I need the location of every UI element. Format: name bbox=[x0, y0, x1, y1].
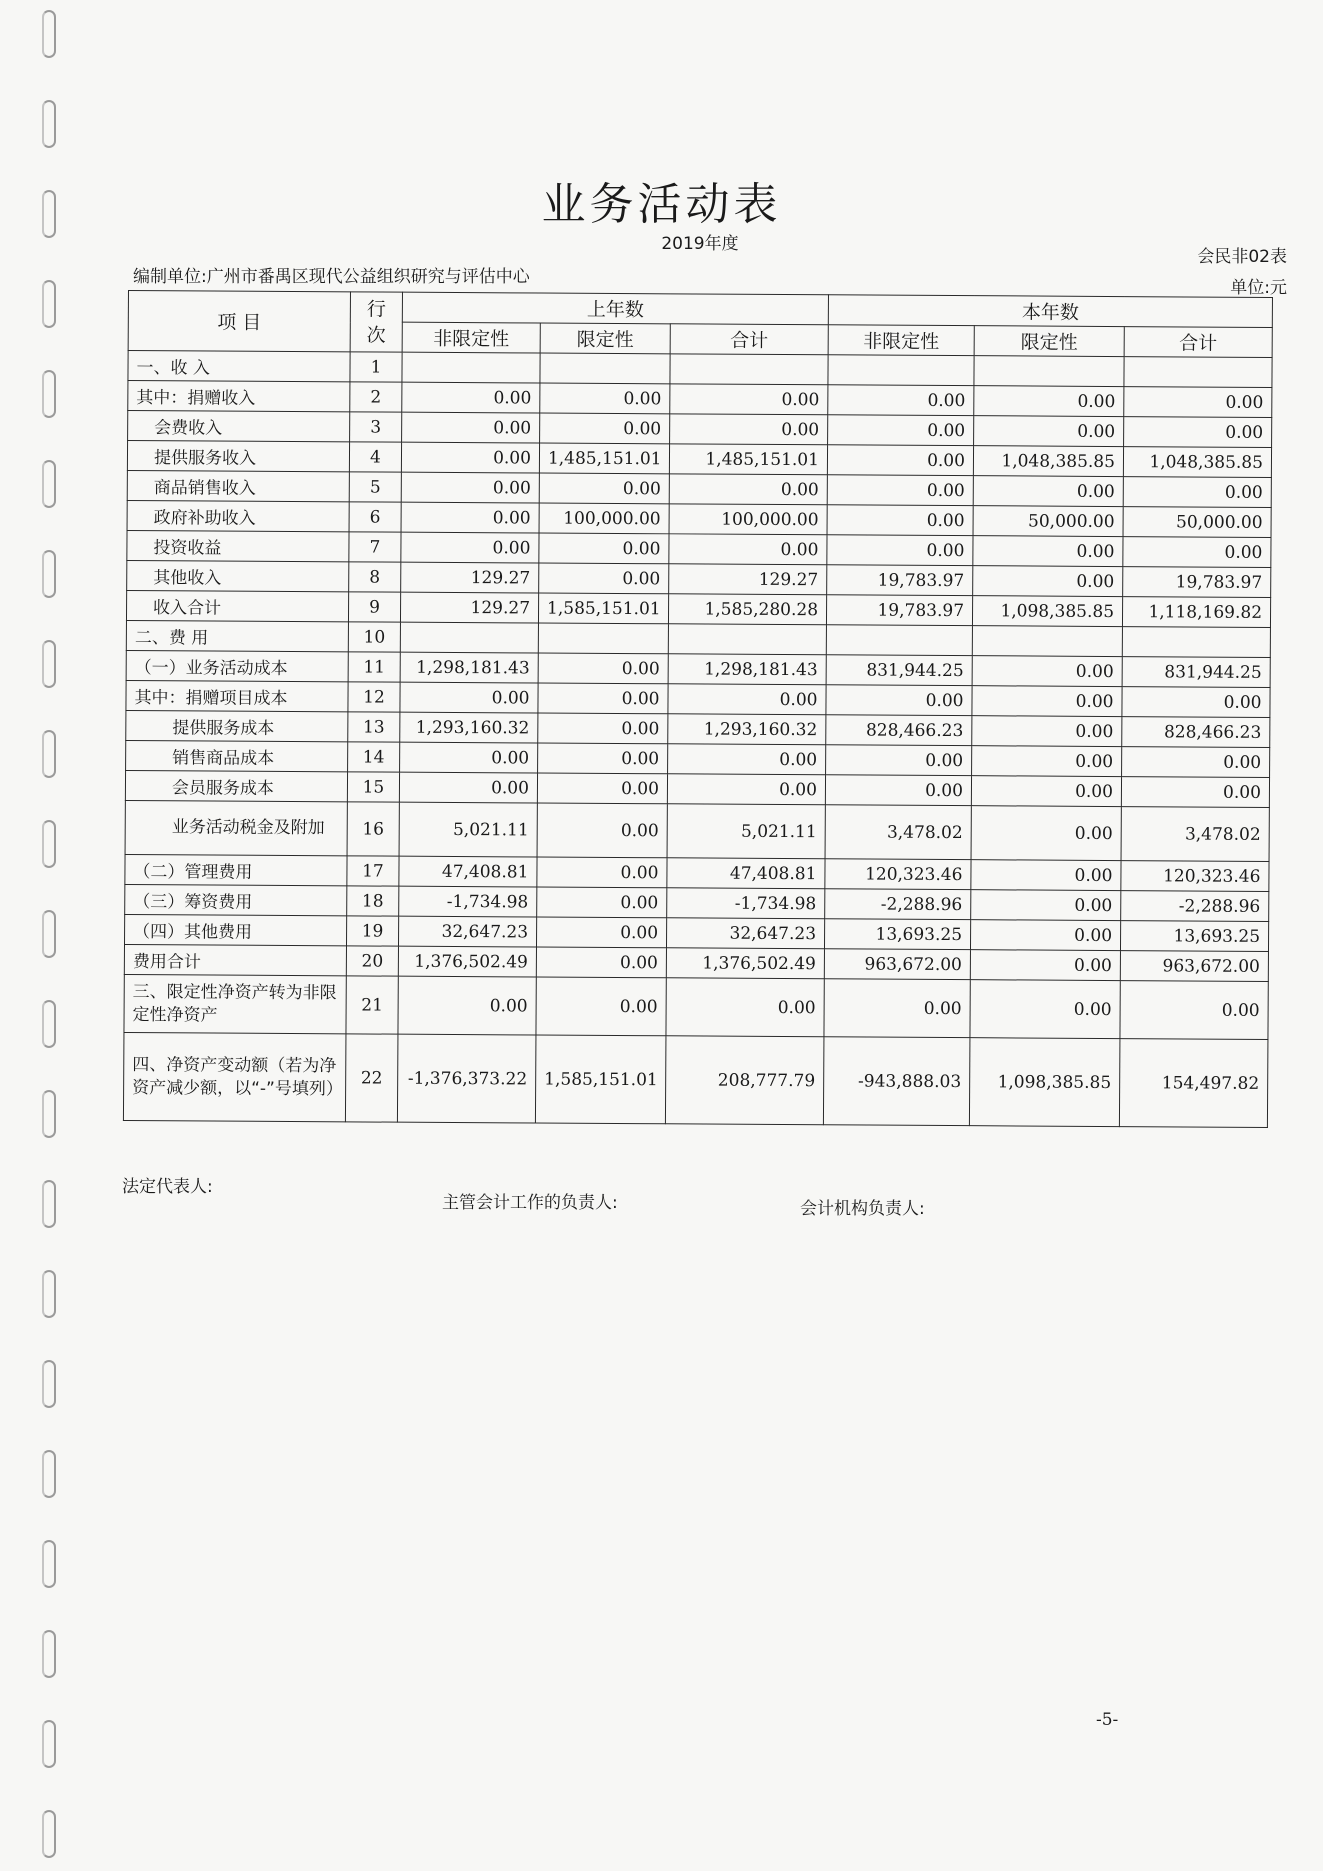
row-line-number: 10 bbox=[348, 622, 400, 652]
cell-c-res: 1,098,385.85 bbox=[969, 1038, 1120, 1127]
cell-p-total: 100,000.00 bbox=[669, 504, 827, 535]
cell-p-total: 0.00 bbox=[666, 978, 824, 1037]
header-item: 项 目 bbox=[128, 291, 350, 352]
row-label: （四）其他费用 bbox=[125, 914, 347, 945]
row-label: 会费收入 bbox=[128, 411, 350, 442]
cell-c-total: 3,478.02 bbox=[1121, 807, 1269, 862]
cell-p-res: 0.00 bbox=[540, 383, 670, 414]
cell-c-total: 0.00 bbox=[1123, 537, 1271, 568]
cell-p-total: 129.27 bbox=[669, 564, 827, 595]
binding-hole bbox=[42, 1090, 56, 1138]
row-label: 提供服务成本 bbox=[126, 710, 348, 741]
cell-p-unres: 32,647.23 bbox=[398, 916, 536, 947]
cell-p-unres: 1,293,160.32 bbox=[400, 712, 538, 743]
cell-p-unres: 0.00 bbox=[400, 682, 538, 713]
cell-c-res bbox=[972, 626, 1122, 657]
row-line-number: 13 bbox=[348, 712, 400, 742]
cell-c-total: 963,672.00 bbox=[1120, 951, 1268, 982]
cell-p-total: 0.00 bbox=[670, 384, 828, 415]
cell-c-res: 0.00 bbox=[971, 860, 1121, 891]
cell-p-res: 0.00 bbox=[536, 947, 666, 978]
header-curr-unrestricted: 非限定性 bbox=[828, 325, 974, 356]
cell-c-total: 0.00 bbox=[1120, 981, 1268, 1040]
cell-c-res: 0.00 bbox=[970, 920, 1120, 951]
binding-hole bbox=[42, 1000, 56, 1048]
binding-hole bbox=[42, 1270, 56, 1318]
cell-p-total: 0.00 bbox=[669, 534, 827, 565]
cell-c-unres: 120,323.46 bbox=[825, 859, 971, 890]
cell-p-unres: 129.27 bbox=[400, 592, 538, 623]
cell-c-unres: 963,672.00 bbox=[824, 949, 970, 980]
cell-c-unres bbox=[826, 625, 972, 656]
cell-p-res: 1,585,151.01 bbox=[538, 593, 668, 624]
accounting-head-label: 主管会计工作的负责人: bbox=[442, 1193, 618, 1213]
cell-p-unres: 129.27 bbox=[401, 562, 539, 593]
cell-p-res: 0.00 bbox=[539, 533, 669, 564]
row-label: （一）业务活动成本 bbox=[126, 650, 348, 681]
cell-c-res: 0.00 bbox=[974, 416, 1124, 447]
row-line-number: 20 bbox=[346, 946, 398, 976]
header-line-no: 行次 bbox=[350, 292, 402, 352]
cell-p-unres bbox=[402, 352, 540, 383]
cell-c-res: 50,000.00 bbox=[973, 506, 1123, 537]
cell-c-total: 0.00 bbox=[1124, 417, 1272, 448]
cell-c-unres: 0.00 bbox=[824, 979, 970, 1038]
binding-hole bbox=[42, 730, 56, 778]
row-line-number: 21 bbox=[346, 976, 398, 1034]
cell-p-unres: 0.00 bbox=[401, 502, 539, 533]
cell-p-unres: 0.00 bbox=[402, 412, 540, 443]
row-line-number: 7 bbox=[349, 532, 401, 562]
cell-c-res: 0.00 bbox=[972, 686, 1122, 717]
cell-p-res: 0.00 bbox=[538, 743, 668, 774]
cell-c-total: 154,497.82 bbox=[1119, 1039, 1268, 1128]
cell-p-total: 1,293,160.32 bbox=[668, 714, 826, 745]
cell-p-total: 0.00 bbox=[668, 684, 826, 715]
cell-p-res: 0.00 bbox=[538, 653, 668, 684]
cell-p-total: 1,376,502.49 bbox=[666, 948, 824, 979]
cell-p-res: 0.00 bbox=[536, 917, 666, 948]
cell-c-total: 120,323.46 bbox=[1121, 861, 1269, 892]
cell-c-res: 0.00 bbox=[971, 890, 1121, 921]
row-label: 收入合计 bbox=[126, 590, 348, 621]
report-title: 业务活动表 bbox=[541, 179, 782, 230]
cell-p-total: 0.00 bbox=[667, 774, 825, 805]
cell-c-unres: 828,466.23 bbox=[826, 715, 972, 746]
header-curr-restricted: 限定性 bbox=[974, 326, 1124, 357]
cell-p-res: 0.00 bbox=[537, 887, 667, 918]
cell-p-res: 0.00 bbox=[538, 713, 668, 744]
report-year: 2019年度 bbox=[661, 234, 739, 254]
cell-c-unres: 3,478.02 bbox=[825, 805, 971, 860]
legal-representative-label: 法定代表人: bbox=[122, 1177, 213, 1197]
row-label: 其中：捐赠收入 bbox=[128, 381, 350, 412]
row-label: 四、净资产变动额（若为净资产减少额，以“-”号填列） bbox=[123, 1032, 346, 1121]
cell-c-unres: 0.00 bbox=[827, 445, 973, 476]
binding-hole bbox=[42, 1360, 56, 1408]
row-label: 提供服务收入 bbox=[127, 441, 349, 472]
header-prev-restricted: 限定性 bbox=[540, 323, 670, 354]
cell-p-total: 0.00 bbox=[669, 474, 827, 505]
cell-p-res: 100,000.00 bbox=[539, 503, 669, 534]
row-label: （三）筹资费用 bbox=[125, 884, 347, 915]
cell-p-res bbox=[538, 623, 668, 654]
cell-p-res: 0.00 bbox=[537, 773, 667, 804]
cell-p-unres: 0.00 bbox=[401, 472, 539, 503]
cell-c-total: 19,783.97 bbox=[1123, 567, 1271, 598]
cell-c-unres: -943,888.03 bbox=[823, 1037, 970, 1126]
binding-hole bbox=[42, 910, 56, 958]
cell-p-unres: 5,021.11 bbox=[399, 802, 537, 857]
cell-c-total: 828,466.23 bbox=[1122, 717, 1270, 748]
row-line-number: 9 bbox=[348, 592, 400, 622]
row-line-number: 6 bbox=[349, 502, 401, 532]
row-label: 政府补助收入 bbox=[127, 500, 349, 531]
cell-c-unres: 0.00 bbox=[826, 685, 972, 716]
cell-p-total: 1,298,181.43 bbox=[668, 654, 826, 685]
row-line-number: 14 bbox=[348, 742, 400, 772]
cell-c-total: 0.00 bbox=[1124, 387, 1272, 418]
cell-p-res: 0.00 bbox=[539, 563, 669, 594]
binding-hole bbox=[42, 1540, 56, 1588]
cell-c-res: 0.00 bbox=[973, 536, 1123, 567]
header-prev-total: 合计 bbox=[670, 324, 828, 355]
cell-c-unres: 0.00 bbox=[825, 775, 971, 806]
row-label: 投资收益 bbox=[127, 530, 349, 561]
activity-statement-table bbox=[123, 290, 1273, 1128]
row-line-number: 3 bbox=[350, 412, 402, 442]
row-label: 其他收入 bbox=[127, 560, 349, 591]
binding-hole bbox=[42, 100, 56, 148]
cell-p-res: 0.00 bbox=[538, 683, 668, 714]
cell-p-res bbox=[540, 353, 670, 384]
cell-c-res: 0.00 bbox=[971, 776, 1121, 807]
cell-c-unres: 19,783.97 bbox=[827, 565, 973, 596]
form-code: 会民非02表 bbox=[1197, 247, 1287, 267]
cell-p-total bbox=[668, 624, 826, 655]
cell-c-unres: 0.00 bbox=[827, 475, 973, 506]
table-row bbox=[124, 974, 1268, 1039]
row-line-number: 1 bbox=[350, 352, 402, 382]
binding-hole bbox=[42, 550, 56, 598]
row-label: 二、费 用 bbox=[126, 620, 348, 651]
cell-c-res: 1,048,385.85 bbox=[973, 446, 1123, 477]
row-line-number: 11 bbox=[348, 652, 400, 682]
cell-c-unres: 831,944.25 bbox=[826, 655, 972, 686]
row-label: 费用合计 bbox=[124, 944, 346, 975]
row-line-number: 16 bbox=[347, 802, 399, 856]
row-label: 其中：捐赠项目成本 bbox=[126, 680, 348, 711]
cell-p-res: 0.00 bbox=[536, 977, 666, 1036]
cell-c-total bbox=[1122, 627, 1270, 658]
row-line-number: 12 bbox=[348, 682, 400, 712]
cell-p-unres: 0.00 bbox=[398, 976, 536, 1035]
header-curr-year: 本年数 bbox=[828, 295, 1272, 328]
cell-c-res: 0.00 bbox=[973, 566, 1123, 597]
row-line-number: 2 bbox=[350, 382, 402, 412]
row-label: 商品销售收入 bbox=[127, 470, 349, 501]
cell-c-total: 0.00 bbox=[1122, 747, 1270, 778]
cell-p-unres: -1,376,373.22 bbox=[397, 1034, 536, 1123]
cell-p-unres bbox=[400, 622, 538, 653]
header-row-1 bbox=[128, 291, 1272, 328]
cell-p-unres: 0.00 bbox=[402, 382, 540, 413]
binding-hole bbox=[42, 640, 56, 688]
currency-unit: 单位:元 bbox=[1230, 278, 1287, 298]
table-row bbox=[123, 1032, 1268, 1127]
cell-c-res: 0.00 bbox=[970, 950, 1120, 981]
cell-c-unres: 19,783.97 bbox=[826, 595, 972, 626]
row-label: 三、限定性净资产转为非限定性净资产 bbox=[124, 974, 346, 1033]
row-label: 一、收 入 bbox=[128, 351, 350, 382]
report-body bbox=[123, 351, 1272, 1128]
cell-c-res: 1,098,385.85 bbox=[972, 596, 1122, 627]
cell-p-total: 5,021.11 bbox=[667, 804, 825, 859]
cell-c-res: 0.00 bbox=[972, 716, 1122, 747]
row-line-number: 22 bbox=[345, 1034, 398, 1122]
cell-c-res: 0.00 bbox=[972, 656, 1122, 687]
cell-c-unres: 0.00 bbox=[828, 385, 974, 416]
cell-c-unres: 0.00 bbox=[828, 415, 974, 446]
binding-hole bbox=[42, 370, 56, 418]
cell-c-res: 0.00 bbox=[970, 980, 1120, 1039]
header-prev-unrestricted: 非限定性 bbox=[402, 322, 540, 353]
cell-c-res: 0.00 bbox=[971, 806, 1121, 861]
cell-c-total: 50,000.00 bbox=[1123, 507, 1271, 538]
cell-c-res: 0.00 bbox=[974, 386, 1124, 417]
cell-p-res: 1,585,151.01 bbox=[535, 1035, 666, 1124]
cell-c-unres bbox=[828, 355, 974, 386]
binding-hole bbox=[42, 1630, 56, 1678]
cell-p-total: 1,485,151.01 bbox=[669, 444, 827, 475]
cell-p-total: 0.00 bbox=[668, 744, 826, 775]
cell-p-total: -1,734.98 bbox=[667, 888, 825, 919]
row-line-number: 4 bbox=[349, 442, 401, 472]
cell-c-total: 0.00 bbox=[1122, 687, 1270, 718]
header-prev-year: 上年数 bbox=[402, 292, 828, 325]
cell-p-unres: 0.00 bbox=[401, 532, 539, 563]
row-label: 会员服务成本 bbox=[125, 770, 347, 801]
row-line-number: 5 bbox=[349, 472, 401, 502]
cell-p-total: 32,647.23 bbox=[666, 918, 824, 949]
cell-c-res bbox=[974, 356, 1124, 387]
page-number: -5- bbox=[1096, 1710, 1119, 1730]
header-curr-total: 合计 bbox=[1124, 327, 1272, 358]
compiling-unit: 编制单位:广州市番禺区现代公益组织研究与评估中心 bbox=[133, 267, 530, 287]
row-label: 业务活动税金及附加 bbox=[125, 800, 347, 855]
cell-c-total: 1,118,169.82 bbox=[1122, 597, 1270, 628]
cell-c-total: 0.00 bbox=[1123, 477, 1271, 508]
cell-p-total: 1,585,280.28 bbox=[668, 594, 826, 625]
cell-c-total: 831,944.25 bbox=[1122, 657, 1270, 688]
accounting-dept-head-label: 会计机构负责人: bbox=[800, 1199, 925, 1219]
cell-p-unres: 0.00 bbox=[400, 742, 538, 773]
cell-p-unres: 0.00 bbox=[401, 442, 539, 473]
binding-hole bbox=[42, 1810, 56, 1858]
row-label: （二）管理费用 bbox=[125, 854, 347, 885]
cell-p-total: 208,777.79 bbox=[665, 1036, 824, 1125]
row-line-number: 8 bbox=[349, 562, 401, 592]
row-label: 销售商品成本 bbox=[126, 740, 348, 771]
cell-c-unres: 0.00 bbox=[827, 535, 973, 566]
cell-c-res: 0.00 bbox=[973, 476, 1123, 507]
table-row bbox=[125, 800, 1269, 861]
cell-c-total: 0.00 bbox=[1121, 777, 1269, 808]
cell-p-res: 0.00 bbox=[540, 413, 670, 444]
cell-p-res: 0.00 bbox=[539, 473, 669, 504]
cell-c-unres: 0.00 bbox=[827, 505, 973, 536]
cell-p-res: 0.00 bbox=[537, 857, 667, 888]
cell-c-res: 0.00 bbox=[972, 746, 1122, 777]
cell-c-total bbox=[1124, 357, 1272, 388]
cell-p-total: 47,408.81 bbox=[667, 858, 825, 889]
cell-c-total: 1,048,385.85 bbox=[1123, 447, 1271, 478]
row-line-number: 19 bbox=[346, 916, 398, 946]
binding-hole bbox=[42, 280, 56, 328]
binding-hole bbox=[42, 1450, 56, 1498]
cell-c-total: -2,288.96 bbox=[1121, 891, 1269, 922]
cell-p-res: 0.00 bbox=[537, 803, 667, 858]
row-line-number: 15 bbox=[347, 772, 399, 802]
cell-p-unres: 1,376,502.49 bbox=[398, 946, 536, 977]
row-line-number: 17 bbox=[347, 856, 399, 886]
cell-c-unres: -2,288.96 bbox=[825, 889, 971, 920]
cell-p-res: 1,485,151.01 bbox=[539, 443, 669, 474]
cell-p-unres: 1,298,181.43 bbox=[400, 652, 538, 683]
binding-hole bbox=[42, 10, 56, 58]
cell-p-total: 0.00 bbox=[670, 414, 828, 445]
binding-hole bbox=[42, 1720, 56, 1768]
binding-hole bbox=[42, 460, 56, 508]
binding-holes bbox=[38, 0, 68, 1871]
binding-hole bbox=[42, 820, 56, 868]
cell-p-total bbox=[670, 354, 828, 385]
cell-p-unres: 47,408.81 bbox=[399, 856, 537, 887]
binding-hole bbox=[42, 1180, 56, 1228]
cell-c-unres: 0.00 bbox=[826, 745, 972, 776]
row-line-number: 18 bbox=[347, 886, 399, 916]
cell-c-unres: 13,693.25 bbox=[824, 919, 970, 950]
cell-p-unres: 0.00 bbox=[399, 772, 537, 803]
cell-c-total: 13,693.25 bbox=[1120, 921, 1268, 952]
cell-p-unres: -1,734.98 bbox=[399, 886, 537, 917]
